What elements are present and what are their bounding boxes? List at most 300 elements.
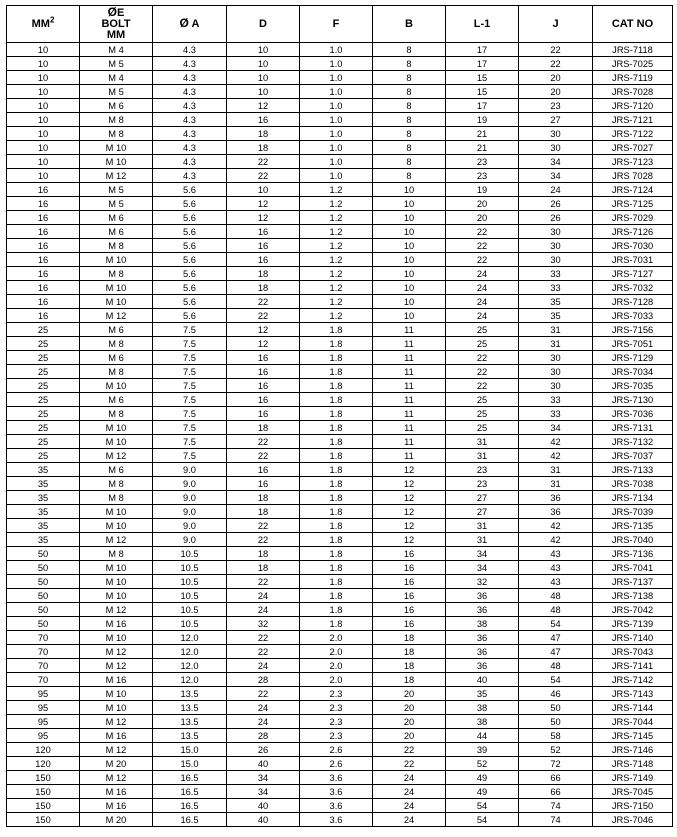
header-b: B [373, 6, 446, 43]
a-cell: 9.0 [153, 491, 227, 505]
l1-cell: 36 [446, 645, 519, 659]
a-cell: 7.5 [153, 379, 227, 393]
table-row [7, 393, 673, 407]
l1-cell: 31 [446, 533, 519, 547]
f-cell: 1.8 [300, 589, 373, 603]
b-cell: 12 [373, 491, 446, 505]
d-cell: 16 [227, 225, 300, 239]
a-cell: 10.5 [153, 547, 227, 561]
d-cell: 10 [227, 71, 300, 85]
f-cell: 1.8 [300, 379, 373, 393]
l1-cell: 31 [446, 519, 519, 533]
a-cell: 5.6 [153, 239, 227, 253]
table-row [7, 519, 673, 533]
b-cell: 24 [373, 813, 446, 827]
b-cell: 16 [373, 589, 446, 603]
table-row [7, 659, 673, 673]
a-cell: 4.3 [153, 85, 227, 99]
f-cell: 3.6 [300, 785, 373, 799]
bolt-cell: M 12 [80, 169, 153, 183]
table-row [7, 463, 673, 477]
table-row [7, 687, 673, 701]
bolt-cell: M 10 [80, 561, 153, 575]
a-cell: 5.6 [153, 267, 227, 281]
header-bolt [80, 6, 153, 43]
b-cell: 10 [373, 253, 446, 267]
j-cell: 33 [519, 393, 593, 407]
a-cell: 9.0 [153, 533, 227, 547]
cat-no-cell: JRS-7044 [593, 715, 673, 729]
bolt-cell: M 16 [80, 785, 153, 799]
j-cell: 42 [519, 449, 593, 463]
cat-no-cell: JRS-7135 [593, 519, 673, 533]
b-cell: 11 [373, 393, 446, 407]
cat-no-cell: JRS-7139 [593, 617, 673, 631]
b-cell: 10 [373, 197, 446, 211]
d-cell: 22 [227, 533, 300, 547]
mm2-cell: 16 [7, 183, 80, 197]
d-cell: 16 [227, 477, 300, 491]
cat-no-cell: JRS-7120 [593, 99, 673, 113]
f-cell: 2.3 [300, 687, 373, 701]
l1-cell: 49 [446, 771, 519, 785]
table-row [7, 813, 673, 827]
bolt-cell: M 8 [80, 127, 153, 141]
a-cell: 7.5 [153, 393, 227, 407]
b-cell: 11 [373, 449, 446, 463]
table-row [7, 155, 673, 169]
b-cell: 11 [373, 435, 446, 449]
table-row [7, 589, 673, 603]
f-cell: 1.8 [300, 337, 373, 351]
table-row [7, 561, 673, 575]
f-cell: 2.6 [300, 757, 373, 771]
j-cell: 30 [519, 141, 593, 155]
j-cell: 74 [519, 813, 593, 827]
l1-cell: 54 [446, 813, 519, 827]
b-cell: 22 [373, 743, 446, 757]
table-row [7, 435, 673, 449]
f-cell: 1.8 [300, 617, 373, 631]
b-cell: 20 [373, 729, 446, 743]
b-cell: 20 [373, 701, 446, 715]
mm2-cell: 50 [7, 589, 80, 603]
b-cell: 11 [373, 379, 446, 393]
f-cell: 1.8 [300, 351, 373, 365]
l1-cell: 21 [446, 127, 519, 141]
l1-cell: 23 [446, 477, 519, 491]
b-cell: 8 [373, 85, 446, 99]
table-row [7, 533, 673, 547]
header-bolt-line3: MM [106, 29, 126, 41]
mm2-cell: 25 [7, 421, 80, 435]
mm2-cell: 25 [7, 351, 80, 365]
b-cell: 16 [373, 547, 446, 561]
cat-no-cell: JRS-7156 [593, 323, 673, 337]
b-cell: 24 [373, 799, 446, 813]
f-cell: 1.8 [300, 491, 373, 505]
cat-no-cell: JRS-7133 [593, 463, 673, 477]
l1-cell: 23 [446, 463, 519, 477]
mm2-cell: 10 [7, 155, 80, 169]
mm2-cell: 16 [7, 239, 80, 253]
f-cell: 2.3 [300, 729, 373, 743]
bolt-cell: M 10 [80, 281, 153, 295]
a-cell: 10.5 [153, 589, 227, 603]
bolt-cell: M 10 [80, 701, 153, 715]
d-cell: 18 [227, 267, 300, 281]
mm2-cell: 35 [7, 505, 80, 519]
l1-cell: 22 [446, 239, 519, 253]
diameter-icon: Ø [179, 16, 189, 30]
a-cell: 12.0 [153, 631, 227, 645]
a-cell: 4.3 [153, 141, 227, 155]
l1-cell: 22 [446, 351, 519, 365]
l1-cell: 17 [446, 57, 519, 71]
cat-no-cell: JRS-7134 [593, 491, 673, 505]
bolt-cell: M 8 [80, 239, 153, 253]
f-cell: 1.2 [300, 225, 373, 239]
j-cell: 42 [519, 533, 593, 547]
table-row [7, 253, 673, 267]
a-cell: 4.3 [153, 71, 227, 85]
cat-no-cell: JRS-7143 [593, 687, 673, 701]
table-row [7, 491, 673, 505]
b-cell: 10 [373, 267, 446, 281]
table-row [7, 743, 673, 757]
l1-cell: 20 [446, 197, 519, 211]
f-cell: 2.0 [300, 673, 373, 687]
bolt-cell: M 20 [80, 813, 153, 827]
d-cell: 18 [227, 561, 300, 575]
b-cell: 12 [373, 505, 446, 519]
l1-cell: 36 [446, 631, 519, 645]
b-cell: 10 [373, 225, 446, 239]
a-cell: 10.5 [153, 575, 227, 589]
bolt-cell: M 12 [80, 449, 153, 463]
b-cell: 10 [373, 295, 446, 309]
b-cell: 10 [373, 309, 446, 323]
mm2-cell: 16 [7, 253, 80, 267]
table-row [7, 631, 673, 645]
b-cell: 10 [373, 239, 446, 253]
d-cell: 18 [227, 141, 300, 155]
l1-cell: 22 [446, 379, 519, 393]
j-cell: 20 [519, 85, 593, 99]
a-cell: 12.0 [153, 659, 227, 673]
cat-no-cell: JRS-7131 [593, 421, 673, 435]
table-row [7, 211, 673, 225]
l1-cell: 36 [446, 603, 519, 617]
a-cell: 5.6 [153, 295, 227, 309]
table-body [7, 43, 673, 827]
mm2-cell: 25 [7, 323, 80, 337]
mm2-cell: 16 [7, 225, 80, 239]
b-cell: 24 [373, 785, 446, 799]
f-cell: 2.3 [300, 715, 373, 729]
j-cell: 30 [519, 351, 593, 365]
header-a-text: A [191, 18, 200, 30]
mm2-cell: 16 [7, 211, 80, 225]
l1-cell: 36 [446, 589, 519, 603]
f-cell: 2.6 [300, 743, 373, 757]
table-row [7, 351, 673, 365]
header-cat-no: CAT NO [593, 6, 673, 43]
mm2-cell: 35 [7, 533, 80, 547]
bolt-cell: M 8 [80, 547, 153, 561]
f-cell: 1.8 [300, 519, 373, 533]
j-cell: 74 [519, 799, 593, 813]
f-cell: 1.8 [300, 547, 373, 561]
a-cell: 9.0 [153, 519, 227, 533]
d-cell: 16 [227, 393, 300, 407]
table-row [7, 113, 673, 127]
d-cell: 12 [227, 211, 300, 225]
mm2-cell: 10 [7, 57, 80, 71]
j-cell: 48 [519, 589, 593, 603]
bolt-cell: M 5 [80, 183, 153, 197]
bolt-cell: M 6 [80, 225, 153, 239]
b-cell: 24 [373, 771, 446, 785]
a-cell: 9.0 [153, 463, 227, 477]
mm2-cell: 70 [7, 645, 80, 659]
j-cell: 42 [519, 519, 593, 533]
b-cell: 16 [373, 561, 446, 575]
table-row [7, 421, 673, 435]
d-cell: 26 [227, 743, 300, 757]
d-cell: 16 [227, 253, 300, 267]
table-row [7, 617, 673, 631]
header-d: D [227, 6, 300, 43]
d-cell: 12 [227, 337, 300, 351]
b-cell: 22 [373, 757, 446, 771]
l1-cell: 34 [446, 561, 519, 575]
bolt-cell: M 6 [80, 211, 153, 225]
f-cell: 1.8 [300, 575, 373, 589]
mm2-cell: 10 [7, 127, 80, 141]
f-cell: 1.8 [300, 323, 373, 337]
mm2-cell: 95 [7, 701, 80, 715]
d-cell: 28 [227, 673, 300, 687]
l1-cell: 27 [446, 505, 519, 519]
table-row [7, 477, 673, 491]
a-cell: 7.5 [153, 351, 227, 365]
a-cell: 5.6 [153, 309, 227, 323]
table-row [7, 57, 673, 71]
diameter-icon: Ø [107, 5, 117, 19]
j-cell: 58 [519, 729, 593, 743]
bolt-cell: M 10 [80, 295, 153, 309]
j-cell: 33 [519, 267, 593, 281]
table-row [7, 99, 673, 113]
b-cell: 8 [373, 155, 446, 169]
d-cell: 22 [227, 169, 300, 183]
cat-no-cell: JRS-7128 [593, 295, 673, 309]
header-f: F [300, 6, 373, 43]
l1-cell: 24 [446, 281, 519, 295]
bolt-cell: M 6 [80, 99, 153, 113]
a-cell: 7.5 [153, 421, 227, 435]
table-row [7, 799, 673, 813]
cat-no-cell: JRS-7132 [593, 435, 673, 449]
cat-no-cell: JRS-7046 [593, 813, 673, 827]
mm2-cell: 120 [7, 743, 80, 757]
cat-no-cell: JRS-7150 [593, 799, 673, 813]
l1-cell: 34 [446, 547, 519, 561]
b-cell: 8 [373, 71, 446, 85]
mm2-cell: 25 [7, 337, 80, 351]
b-cell: 16 [373, 575, 446, 589]
a-cell: 7.5 [153, 365, 227, 379]
a-cell: 12.0 [153, 673, 227, 687]
a-cell: 15.0 [153, 757, 227, 771]
l1-cell: 24 [446, 267, 519, 281]
bolt-cell: M 5 [80, 85, 153, 99]
mm2-cell: 10 [7, 43, 80, 57]
mm2-cell: 25 [7, 393, 80, 407]
cat-no-cell: JRS-7041 [593, 561, 673, 575]
a-cell: 16.5 [153, 785, 227, 799]
l1-cell: 22 [446, 253, 519, 267]
a-cell: 10.5 [153, 617, 227, 631]
j-cell: 30 [519, 365, 593, 379]
mm2-cell: 70 [7, 673, 80, 687]
table-row [7, 603, 673, 617]
l1-cell: 15 [446, 85, 519, 99]
f-cell: 1.8 [300, 421, 373, 435]
l1-cell: 19 [446, 183, 519, 197]
mm2-cell: 25 [7, 449, 80, 463]
mm2-cell: 16 [7, 281, 80, 295]
cat-no-cell: JRS-7118 [593, 43, 673, 57]
b-cell: 10 [373, 183, 446, 197]
mm2-cell: 50 [7, 561, 80, 575]
mm2-cell: 95 [7, 687, 80, 701]
f-cell: 1.2 [300, 211, 373, 225]
a-cell: 9.0 [153, 477, 227, 491]
d-cell: 16 [227, 365, 300, 379]
f-cell: 1.8 [300, 463, 373, 477]
f-cell: 1.8 [300, 449, 373, 463]
header-a [153, 6, 227, 43]
a-cell: 4.3 [153, 155, 227, 169]
f-cell: 1.8 [300, 393, 373, 407]
a-cell: 7.5 [153, 435, 227, 449]
f-cell: 1.2 [300, 183, 373, 197]
d-cell: 16 [227, 407, 300, 421]
bolt-cell: M 16 [80, 799, 153, 813]
f-cell: 1.0 [300, 127, 373, 141]
b-cell: 8 [373, 43, 446, 57]
f-cell: 3.6 [300, 813, 373, 827]
l1-cell: 25 [446, 323, 519, 337]
b-cell: 8 [373, 127, 446, 141]
a-cell: 15.0 [153, 743, 227, 757]
cat-no-cell: JRS-7051 [593, 337, 673, 351]
b-cell: 18 [373, 659, 446, 673]
l1-cell: 27 [446, 491, 519, 505]
j-cell: 31 [519, 337, 593, 351]
a-cell: 5.6 [153, 225, 227, 239]
j-cell: 47 [519, 645, 593, 659]
bolt-cell: M 8 [80, 113, 153, 127]
f-cell: 1.0 [300, 71, 373, 85]
d-cell: 22 [227, 295, 300, 309]
j-cell: 33 [519, 281, 593, 295]
j-cell: 26 [519, 197, 593, 211]
b-cell: 11 [373, 351, 446, 365]
a-cell: 4.3 [153, 99, 227, 113]
l1-cell: 17 [446, 99, 519, 113]
a-cell: 16.5 [153, 813, 227, 827]
table-row [7, 225, 673, 239]
d-cell: 18 [227, 421, 300, 435]
a-cell: 4.3 [153, 113, 227, 127]
f-cell: 1.2 [300, 295, 373, 309]
cat-no-cell: JRS-7129 [593, 351, 673, 365]
f-cell: 1.2 [300, 253, 373, 267]
bolt-cell: M 10 [80, 379, 153, 393]
j-cell: 43 [519, 561, 593, 575]
cat-no-cell: JRS-7121 [593, 113, 673, 127]
b-cell: 18 [373, 673, 446, 687]
f-cell: 1.0 [300, 155, 373, 169]
mm2-cell: 25 [7, 379, 80, 393]
header-mm-text: MM [31, 17, 50, 30]
mm2-cell: 50 [7, 617, 80, 631]
header-bolt-e: E [117, 7, 125, 19]
table-row [7, 295, 673, 309]
cat-no-cell: JRS-7035 [593, 379, 673, 393]
d-cell: 18 [227, 127, 300, 141]
l1-cell: 22 [446, 225, 519, 239]
table-row [7, 449, 673, 463]
table-row [7, 239, 673, 253]
cat-no-cell: JRS-7045 [593, 785, 673, 799]
j-cell: 43 [519, 575, 593, 589]
table-row [7, 85, 673, 99]
f-cell: 2.3 [300, 701, 373, 715]
j-cell: 31 [519, 463, 593, 477]
d-cell: 12 [227, 323, 300, 337]
j-cell: 34 [519, 421, 593, 435]
cat-no-cell: JRS-7034 [593, 365, 673, 379]
l1-cell: 19 [446, 113, 519, 127]
f-cell: 1.2 [300, 309, 373, 323]
table-row [7, 715, 673, 729]
cat-no-cell: JRS-7124 [593, 183, 673, 197]
bolt-cell: M 12 [80, 715, 153, 729]
l1-cell: 25 [446, 421, 519, 435]
j-cell: 31 [519, 323, 593, 337]
f-cell: 1.0 [300, 57, 373, 71]
j-cell: 36 [519, 491, 593, 505]
d-cell: 12 [227, 197, 300, 211]
f-cell: 1.8 [300, 477, 373, 491]
mm2-cell: 150 [7, 799, 80, 813]
bolt-cell: M 16 [80, 673, 153, 687]
l1-cell: 40 [446, 673, 519, 687]
j-cell: 27 [519, 113, 593, 127]
mm2-cell: 25 [7, 365, 80, 379]
table-row [7, 757, 673, 771]
bolt-cell: M 6 [80, 393, 153, 407]
b-cell: 8 [373, 141, 446, 155]
table-row [7, 365, 673, 379]
cat-no-cell: JRS-7127 [593, 267, 673, 281]
bolt-cell: M 12 [80, 659, 153, 673]
cat-no-cell: JRS-7138 [593, 589, 673, 603]
